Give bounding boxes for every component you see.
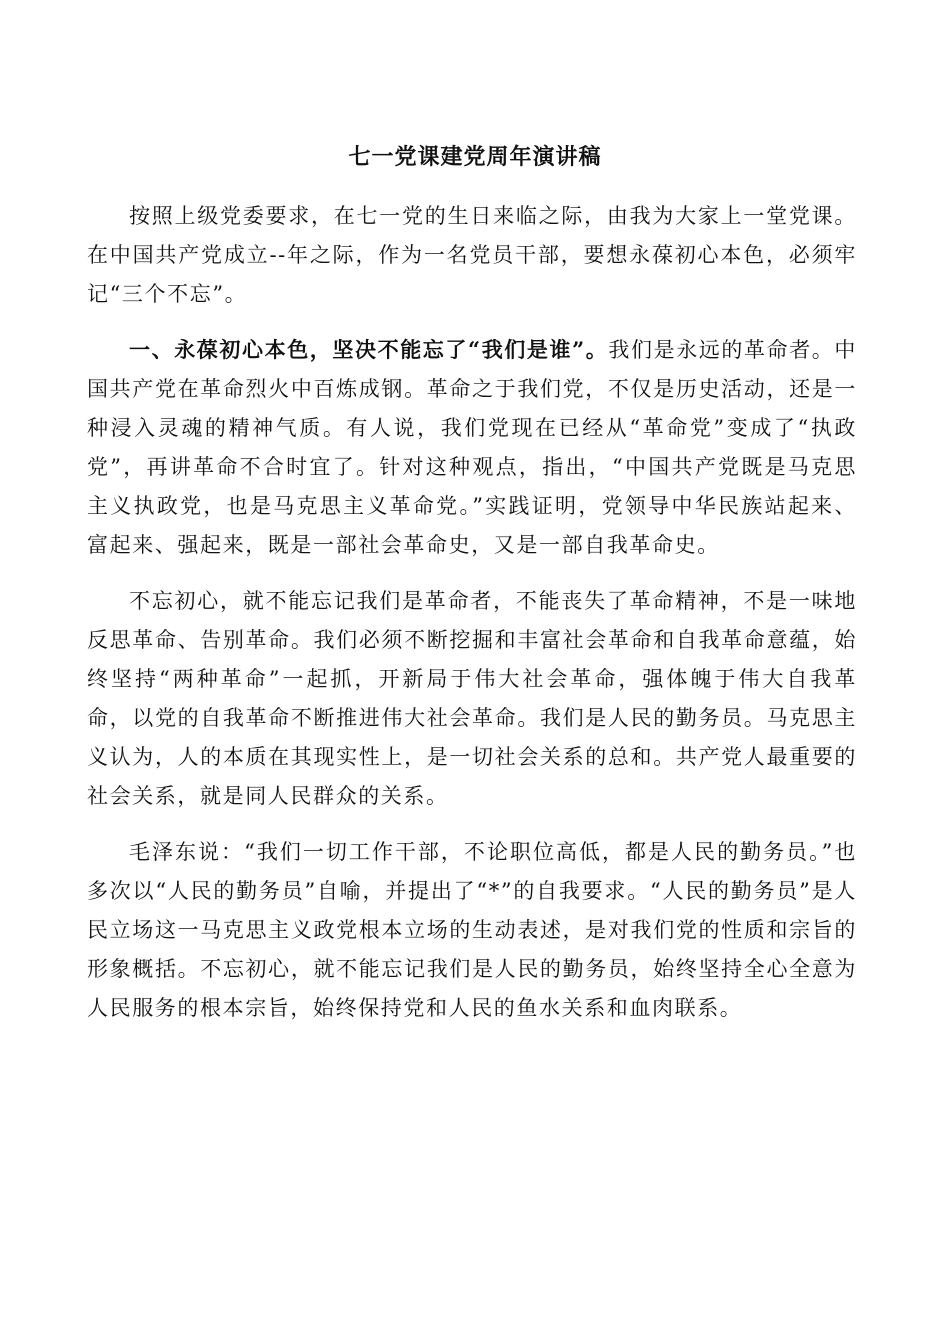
paragraph bbox=[87, 330, 857, 565]
section-heading: 一、永葆初心本色，坚决不能忘了“我们是谁”。 bbox=[129, 337, 609, 362]
document-body bbox=[87, 196, 857, 1044]
paragraph bbox=[87, 581, 857, 816]
paragraph-text: 毛泽东说：“我们一切工作干部，不论职位高低，都是人民的勤务员。”也多次以“人民的勤务员”自喻，并提出了“*”的自我要求。“人民的勤务员”是人民立场这一马克思主义政党根本立场的生动表述，是对我们党的性质和宗旨的形象概括。不忘初心，就不能忘记我们是人民的勤务员，始终坚持全心全意为人民服务的根本宗旨，始终保持党和人民的鱼水关系和血肉联系。 bbox=[87, 840, 857, 1020]
paragraph-text: 不忘初心，就不能忘记我们是革命者，不能丧失了革命精神，不是一味地反思革命、告别革命。我们必须不断挖掘和丰富社会革命和自我革命意蕴，始终坚持“两种革命”一起抓，开新局于伟大社会革命，强体魄于伟大自我革命，以党的自我革命不断推进伟大社会革命。我们是人民的勤务员。马克思主义认为，人的本质在其现实性上，是一切社会关系的总和。共产党人最重要的社会关系，就是同人民群众的关系。 bbox=[87, 589, 857, 808]
paragraph bbox=[87, 196, 857, 314]
paragraph-text: 我们是永远的革命者。中国共产党在革命烈火中百炼成钢。革命之于我们党，不仅是历史活动，还是一种浸入灵魂的精神气质。有人说，我们党现在已经从“革命党”变成了“执政党”，再讲革命不合时宜了。针对这种观点，指出，“中国共产党既是马克思主义执政党，也是马克思主义革命党。”实践证明，党领导中华民族站起来、富起来、强起来，既是一部社会革命史，又是一部自我革命史。 bbox=[87, 338, 857, 557]
paragraph bbox=[87, 832, 857, 1028]
paragraph-text: 按照上级党委要求，在七一党的生日来临之际，由我为大家上一堂党课。在中国共产党成立--年之际，作为一名党员干部，要想永葆初心本色，必须牢记“三个不忘”。 bbox=[87, 204, 857, 306]
document-title: 七一党课建党周年演讲稿 bbox=[348, 144, 602, 170]
